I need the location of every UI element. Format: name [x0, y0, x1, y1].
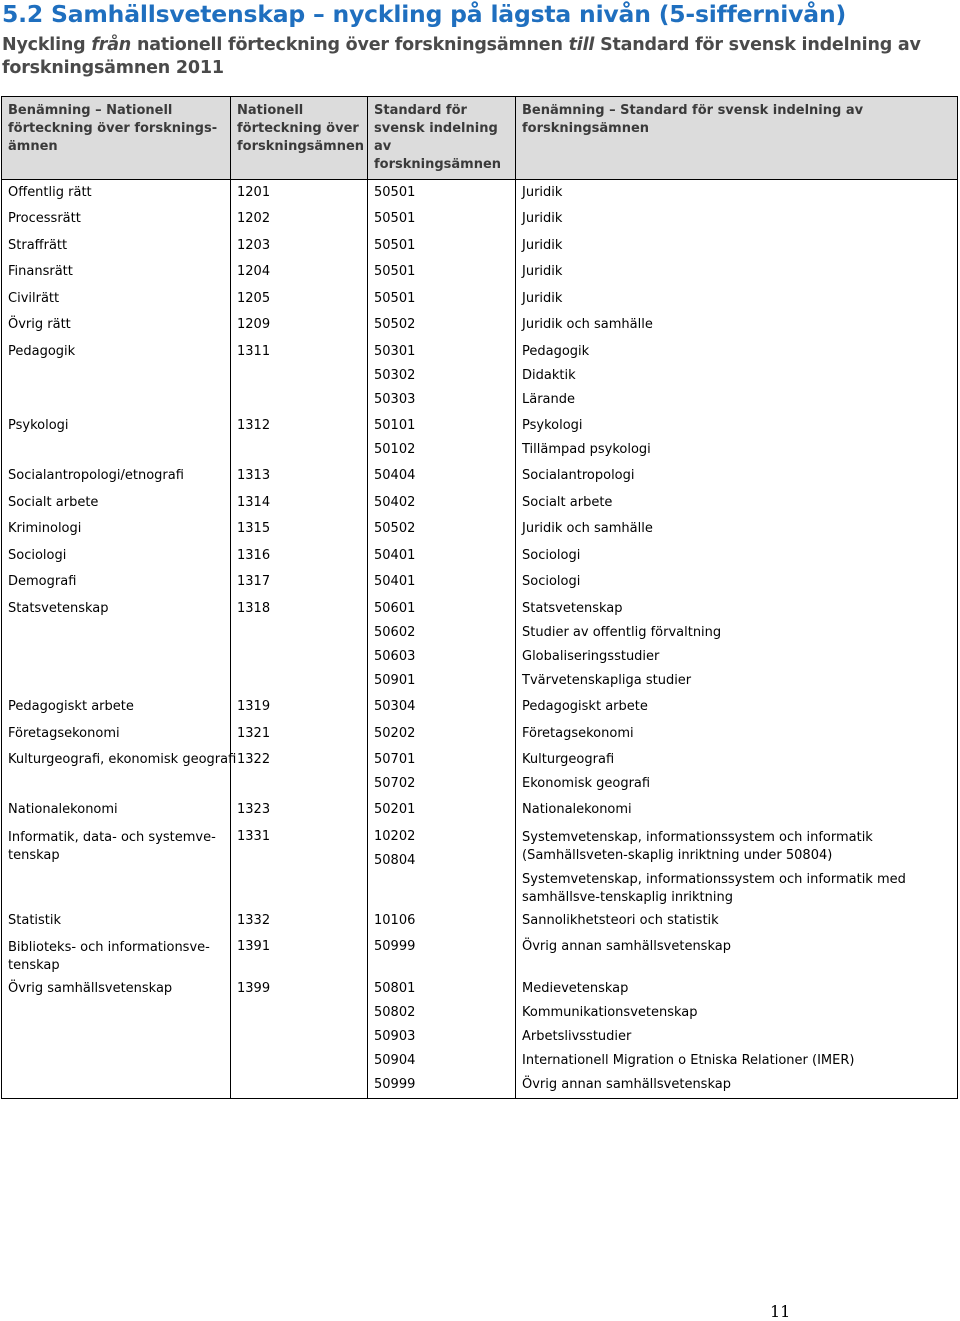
standard-code-text: 50303 [374, 392, 416, 408]
cell-standard-code [368, 908, 516, 935]
cell-standard-code [368, 180, 516, 207]
standard-name-text: Företagsekonomi [522, 725, 634, 741]
standard-code-text: 50102 [374, 442, 416, 458]
standard-name-text: Juridik [522, 237, 563, 253]
national-name-text: Biblioteks- och informationsve-tenskap [8, 940, 210, 974]
cell-standard-code [368, 463, 516, 490]
header-national-name: Benämning – Nationell förteckning över forsknings-ämnen [2, 97, 231, 180]
cell-national-name [2, 797, 231, 824]
national-code-text: 1321 [237, 725, 271, 741]
standard-name-text: Juridik [522, 185, 563, 200]
cell-national-name [2, 908, 231, 935]
national-name-text: Socialt arbete [8, 494, 99, 510]
standard-name-text: Tvärvetenskapliga studier [522, 673, 692, 689]
national-code-text: 1314 [237, 494, 271, 510]
standard-code-text: 50701 [374, 752, 416, 768]
standard-code-text: 50501 [374, 211, 416, 227]
cell-standard-name [516, 824, 958, 908]
national-code-text: 1203 [237, 237, 271, 253]
table-row [2, 596, 958, 694]
standard-code-text: 50502 [374, 521, 416, 537]
table-row [2, 976, 958, 1099]
cell-standard-name [516, 694, 958, 721]
standard-code-text: 50901 [374, 673, 416, 689]
header-national-code: Nationell förteckning över forskningsämnen [231, 97, 368, 180]
standard-code-text: 50603 [374, 649, 416, 665]
cell-standard-name [516, 206, 958, 233]
standard-name-text: Kulturgeografi [522, 752, 615, 768]
national-name-text: Nationalekonomi [8, 802, 118, 818]
cell-standard-code [368, 797, 516, 824]
national-code-text: 1311 [237, 344, 271, 360]
cell-national-name [2, 934, 231, 976]
standard-name-text: Pedagogik [522, 344, 590, 360]
cell-national-code [231, 259, 368, 286]
cell-national-name [2, 286, 231, 313]
cell-national-code [231, 747, 368, 797]
table-row [2, 463, 958, 490]
national-name-text: Finansrätt [8, 264, 73, 280]
national-name-text: Övrig samhällsvetenskap [8, 981, 173, 997]
standard-code-text: 50702 [374, 776, 416, 792]
cell-standard-name [516, 463, 958, 490]
standard-code-text: 50401 [374, 574, 416, 590]
standard-name-text: Statsvetenskap [522, 601, 623, 617]
standard-name-text: Systemvetenskap, informationssystem och informatik med samhällsve-tenskaplig inriktning [522, 871, 906, 905]
cell-national-code [231, 908, 368, 935]
cell-standard-code [368, 233, 516, 260]
section-title: 5.2 Samhällsvetenskap – nyckling på lägsta nivån (5-siffernivån) [2, 0, 847, 28]
standard-code-text: 50201 [374, 802, 416, 818]
standard-code-text: 50903 [374, 1029, 416, 1045]
standard-name-text: Pedagogiskt arbete [522, 699, 648, 715]
cell-standard-name [516, 286, 958, 313]
cell-standard-code [368, 312, 516, 339]
standard-name-text: Socialt arbete [522, 494, 613, 510]
cell-standard-name [516, 259, 958, 286]
mapping-table [1, 96, 958, 1099]
national-code-text: 1391 [237, 939, 271, 955]
national-name-text: Pedagogiskt arbete [8, 699, 134, 715]
standard-name-text: Sannolikhetsteori och statistik [522, 912, 719, 928]
cell-national-name [2, 721, 231, 748]
cell-national-name [2, 206, 231, 233]
standard-name-text: Övrig annan samhällsvetenskap [522, 939, 731, 955]
standard-name-text: Sociologi [522, 547, 581, 563]
cell-standard-name [516, 543, 958, 570]
national-name-text: Psykologi [8, 418, 69, 434]
national-name-text: Kulturgeografi, ekonomisk geografi [8, 752, 237, 768]
cell-standard-code [368, 721, 516, 748]
table-row [2, 934, 958, 976]
cell-standard-code [368, 976, 516, 1099]
cell-standard-name [516, 490, 958, 517]
standard-code-text: 50302 [374, 368, 416, 384]
standard-code-text: 50501 [374, 185, 416, 200]
national-code-text: 1315 [237, 521, 271, 537]
cell-national-code [231, 694, 368, 721]
table-row [2, 233, 958, 260]
national-code-text: 1312 [237, 418, 271, 434]
cell-standard-name [516, 908, 958, 935]
national-name-text: Övrig rätt [8, 317, 71, 333]
national-code-text: 1319 [237, 699, 271, 715]
cell-standard-code [368, 747, 516, 797]
standard-name-text: Didaktik [522, 368, 576, 384]
national-name-text: Processrätt [8, 211, 81, 227]
cell-national-code [231, 824, 368, 908]
cell-national-code [231, 516, 368, 543]
standard-name-text: Tillämpad psykologi [522, 442, 651, 458]
cell-national-name [2, 694, 231, 721]
standard-name-text: Kommunikationsvetenskap [522, 1005, 698, 1021]
national-code-text: 1202 [237, 211, 271, 227]
cell-national-code [231, 339, 368, 413]
cell-standard-name [516, 797, 958, 824]
cell-national-name [2, 596, 231, 694]
standard-code-text: 50401 [374, 547, 416, 563]
cell-standard-name [516, 339, 958, 413]
cell-national-code [231, 463, 368, 490]
national-code-text: 1317 [237, 574, 271, 590]
cell-standard-code [368, 824, 516, 908]
table-row [2, 747, 958, 797]
table-body [2, 180, 958, 1099]
cell-standard-code [368, 569, 516, 596]
section-subtitle: Nyckling från nationell förteckning över forskningsämnen till Standard för svensk indelning av forskningsämnen 2011 [2, 35, 921, 78]
cell-national-name [2, 747, 237, 797]
cell-national-name [2, 824, 231, 908]
table-row [2, 312, 958, 339]
cell-national-name [2, 543, 231, 570]
cell-national-name [2, 463, 231, 490]
standard-code-text: 50601 [374, 601, 416, 617]
cell-standard-name [516, 180, 958, 207]
standard-code-text: 50301 [374, 344, 416, 360]
cell-standard-code [368, 490, 516, 517]
cell-standard-code [368, 516, 516, 543]
standard-name-text: Juridik och samhälle [522, 317, 653, 333]
cell-standard-name [516, 596, 958, 694]
standard-code-text: 50202 [374, 725, 416, 741]
cell-national-code [231, 180, 368, 207]
table-row [2, 824, 958, 908]
national-code-text: 1332 [237, 912, 271, 928]
cell-standard-name [516, 747, 958, 797]
standard-code-text: 50404 [374, 468, 416, 484]
standard-name-text: Ekonomisk geografi [522, 776, 651, 792]
cell-national-code [231, 934, 368, 976]
national-code-text: 1322 [237, 752, 271, 768]
national-code-text: 1323 [237, 802, 271, 818]
standard-code-text: 50801 [374, 981, 416, 997]
cell-national-code [231, 976, 368, 1099]
national-name-text: Informatik, data- och systemve-tenskap [8, 829, 216, 863]
standard-code-text: 50402 [374, 494, 416, 510]
header-standard-name: Benämning – Standard för svensk indelning av forskningsämnen [516, 97, 958, 180]
table-row [2, 721, 958, 748]
table-row [2, 180, 958, 207]
standard-name-text: Lärande [522, 392, 576, 408]
cell-national-code [231, 543, 368, 570]
table-row [2, 569, 958, 596]
table-row [2, 413, 958, 463]
standard-name-text: Systemvetenskap, informationssystem och informatik (Samhällsveten-skaplig inriktning under 50804) [522, 829, 873, 863]
table-row [2, 339, 958, 413]
cell-standard-name [516, 569, 958, 596]
national-name-text: Straffrätt [8, 237, 68, 253]
standard-name-text: Juridik [522, 264, 563, 280]
cell-standard-name [516, 721, 958, 748]
standard-name-text: Juridik [522, 211, 563, 227]
cell-national-code [231, 721, 368, 748]
cell-national-code [231, 490, 368, 517]
national-code-text: 1204 [237, 264, 271, 280]
national-name-text: Statistik [8, 912, 62, 928]
standard-name-text: Socialantropologi [522, 468, 635, 484]
national-code-text: 1399 [237, 981, 271, 997]
table-row [2, 694, 958, 721]
cell-national-name [2, 233, 231, 260]
national-name-text: Demografi [8, 574, 77, 590]
table-row [2, 516, 958, 543]
cell-standard-code [368, 694, 516, 721]
cell-national-name [2, 259, 231, 286]
standard-name-text: Arbetslivsstudier [522, 1029, 632, 1045]
cell-standard-name [516, 312, 958, 339]
national-code-text: 1313 [237, 468, 271, 484]
cell-national-name [2, 312, 231, 339]
standard-code-text: 50502 [374, 317, 416, 333]
national-name-text: Företagsekonomi [8, 725, 120, 741]
table-row [2, 259, 958, 286]
standard-code-text: 50802 [374, 1005, 416, 1021]
cell-standard-code [368, 543, 516, 570]
national-name-text: Kriminologi [8, 521, 82, 537]
table-row [2, 206, 958, 233]
national-name-text: Offentlig rätt [8, 185, 92, 200]
standard-name-text: Psykologi [522, 418, 583, 434]
national-name-text: Sociologi [8, 547, 67, 563]
cell-standard-code [368, 206, 516, 233]
cell-national-code [231, 312, 368, 339]
page-number: 11 [770, 1302, 791, 1321]
cell-national-code [231, 569, 368, 596]
table-row [2, 286, 958, 313]
cell-standard-code [368, 286, 516, 313]
national-code-text: 1205 [237, 290, 271, 306]
standard-code-text: 10106 [374, 912, 416, 928]
cell-standard-code [368, 259, 516, 286]
cell-national-code [231, 596, 368, 694]
table-row [2, 490, 958, 517]
national-code-text: 1331 [237, 828, 271, 844]
cell-national-code [231, 233, 368, 260]
cell-national-code [231, 206, 368, 233]
standard-name-text: Juridik och samhälle [522, 521, 653, 537]
standard-name-text: Övrig annan samhällsvetenskap [522, 1077, 731, 1093]
standard-code-text: 50804 [374, 852, 416, 868]
standard-name-text: Medievetenskap [522, 981, 629, 997]
standard-code-text: 50501 [374, 237, 416, 253]
standard-name-text: Internationell Migration o Etniska Relationer (IMER) [522, 1053, 855, 1069]
national-code-text: 1316 [237, 547, 271, 563]
standard-code-text: 10202 [374, 828, 416, 844]
national-code-text: 1318 [237, 601, 271, 617]
table-header-row [2, 97, 958, 180]
cell-national-name [2, 413, 231, 463]
header-standard-code: Standard för svensk indelning av forskningsämnen [368, 97, 516, 180]
cell-national-code [231, 413, 368, 463]
standard-code-text: 50602 [374, 625, 416, 641]
cell-standard-code [368, 596, 516, 694]
standard-code-text: 50501 [374, 264, 416, 280]
cell-national-name [2, 339, 231, 413]
cell-standard-name [516, 233, 958, 260]
table-row [2, 797, 958, 824]
cell-standard-code [368, 413, 516, 463]
standard-code-text: 50904 [374, 1053, 416, 1069]
cell-standard-name [516, 976, 958, 1099]
national-code-text: 1201 [237, 185, 271, 200]
national-name-text: Pedagogik [8, 344, 76, 360]
cell-national-code [231, 797, 368, 824]
standard-code-text: 50304 [374, 699, 416, 715]
cell-national-name [2, 976, 231, 1099]
standard-name-text: Globaliseringsstudier [522, 649, 660, 665]
cell-national-name [2, 516, 231, 543]
table-row [2, 543, 958, 570]
national-name-text: Statsvetenskap [8, 601, 109, 617]
cell-standard-name [516, 516, 958, 543]
cell-standard-code [368, 934, 516, 976]
cell-standard-code [368, 339, 516, 413]
standard-name-text: Nationalekonomi [522, 802, 632, 818]
standard-code-text: 50999 [374, 1077, 416, 1093]
table-row [2, 908, 958, 935]
cell-national-name [2, 569, 231, 596]
standard-name-text: Juridik [522, 290, 563, 306]
standard-code-text: 50999 [374, 939, 416, 955]
standard-code-text: 50501 [374, 290, 416, 306]
cell-national-code [231, 286, 368, 313]
national-name-text: Socialantropologi/etnografi [8, 468, 184, 484]
cell-national-name [2, 180, 231, 207]
standard-name-text: Sociologi [522, 574, 581, 590]
cell-standard-name [516, 413, 958, 463]
cell-national-name [2, 490, 231, 517]
cell-standard-name [516, 934, 958, 976]
national-name-text: Civilrätt [8, 290, 60, 306]
standard-name-text: Studier av offentlig förvaltning [522, 625, 722, 641]
standard-code-text: 50101 [374, 418, 416, 434]
national-code-text: 1209 [237, 317, 271, 333]
